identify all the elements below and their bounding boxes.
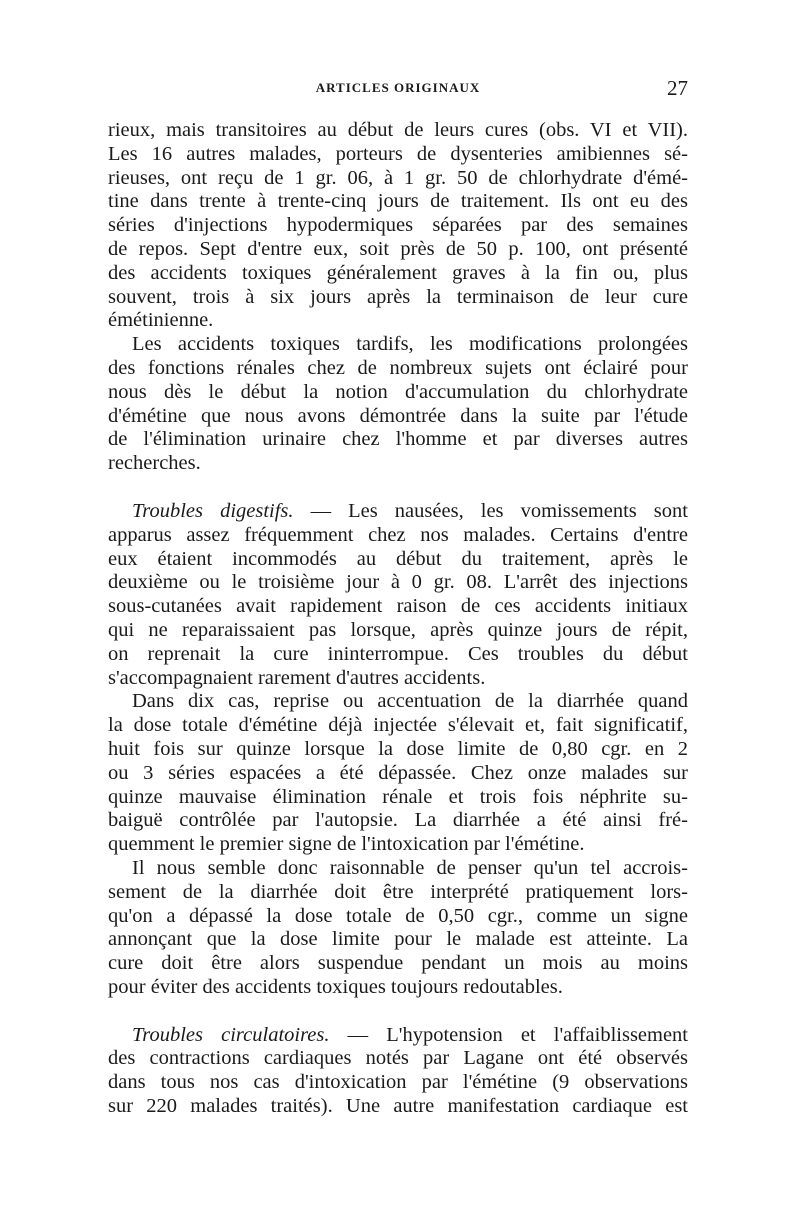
text-line: sous-cutanées avait rapidement raison de ces accidents initiaux	[108, 595, 688, 618]
text-line: dans tous nos cas d'intoxication par l'émétine (9 observations	[108, 1071, 688, 1094]
text-line: eux étaient incommodés au début du traitement, après le	[108, 547, 688, 570]
text-line: des accidents toxiques généralement graves à la fin ou, plus	[108, 261, 688, 284]
section-first-line	[108, 500, 688, 524]
text-line: d'émétine que nous avons démontrée dans la suite par l'étude	[108, 404, 688, 427]
text-line: des fonctions rénales chez de nombreux sujets ont éclairé pour	[108, 356, 688, 379]
text-line: Les accidents toxiques tardifs, les modifications prolongées	[132, 333, 688, 356]
paragraph	[108, 333, 688, 476]
body-text	[108, 119, 688, 1119]
text-line: nous dès le début la notion d'accumulation du chlorhydrate	[108, 380, 688, 403]
section-circulatory	[108, 1024, 688, 1119]
paragraph	[108, 857, 688, 1000]
text-line: de l'élimination urinaire chez l'homme et par diverses autres	[108, 428, 688, 451]
text-line: qu'on a dépassé la dose totale de 0,50 cgr., comme un signe	[108, 904, 688, 927]
text-line: émétinienne.	[108, 309, 214, 332]
paragraph	[108, 119, 688, 333]
text-line: huit fois sur quinze lorsque la dose limite de 0,80 cgr. en 2	[108, 737, 688, 760]
text-line: de repos. Sept d'entre eux, soit près de 50 p. 100, ont présenté	[108, 237, 688, 260]
text-line: Il nous semble donc raisonnable de penser qu'un tel accrois-	[132, 856, 688, 879]
section-first-line-text: — L'hypotension et l'affaiblissement	[329, 1023, 689, 1046]
text-line: Les 16 autres malades, porteurs de dysenteries amibiennes sé-	[108, 142, 688, 165]
text-line: pour éviter des accidents toxiques toujours redoutables.	[108, 975, 563, 998]
text-line: des contractions cardiaques notés par Lagane ont été observés	[108, 1047, 688, 1070]
text-line: apparus assez fréquemment chez nos malades. Certains d'entre	[108, 523, 688, 546]
section-first-line	[108, 1024, 688, 1048]
text-line: qui ne reparaissaient pas lorsque, après quinze jours de répit,	[108, 618, 688, 641]
text-line: tine dans trente à trente-cinq jours de traitement. Ils ont eu des	[108, 190, 688, 213]
text-line: souvent, trois à six jours après la terminaison de leur cure	[108, 285, 688, 308]
section-title: Troubles digestifs.	[132, 499, 294, 522]
text-line: séries d'injections hypodermiques séparées par des semaines	[108, 214, 688, 237]
section-digestive	[108, 500, 688, 690]
text-line: baiguë contrôlée par l'autopsie. La diarrhée a été ainsi fré-	[108, 809, 688, 832]
text-line: Dans dix cas, reprise ou accentuation de la diarrhée quand	[132, 690, 688, 713]
text-line: deuxième ou le troisième jour à 0 gr. 08. L'arrêt des injections	[108, 571, 688, 594]
text-line: s'accompagnaient rarement d'autres accidents.	[108, 666, 486, 689]
text-line: quemment le premier signe de l'intoxication par l'émétine.	[108, 833, 585, 856]
text-line: recherches.	[108, 452, 201, 475]
text-line: la dose totale d'émétine déjà injectée s'élevait et, fait significatif,	[108, 714, 688, 737]
text-line: ou 3 séries espacées a été dépassée. Chez onze malades sur	[108, 761, 688, 784]
text-line: on reprenait la cure ininterrompue. Ces troubles du début	[108, 642, 688, 665]
text-line: sur 220 malades traités). Une autre manifestation cardiaque est	[108, 1095, 688, 1118]
text-line: sement de la diarrhée doit être interprété pratiquement lors-	[108, 880, 688, 903]
section-first-line-text: — Les nausées, les vomissements sont	[293, 499, 688, 522]
running-title: ARTICLES ORIGINAUX	[315, 80, 481, 95]
section-gap	[108, 1000, 688, 1024]
text-line: quinze mauvaise élimination rénale et trois fois néphrite su-	[108, 785, 688, 808]
text-line: annonçant que la dose limite pour le malade est atteinte. La	[108, 928, 688, 951]
section-title: Troubles circulatoires.	[132, 1023, 330, 1046]
running-head	[108, 78, 688, 100]
text-line: rieux, mais transitoires au début de leurs cures (obs. VI et VII).	[108, 119, 688, 141]
text-line: cure doit être alors suspendue pendant un mois au moins	[108, 952, 688, 975]
section-gap	[108, 476, 688, 500]
text-line: rieuses, ont reçu de 1 gr. 06, à 1 gr. 50 de chlorhydrate d'émé-	[108, 166, 688, 189]
page-number: 27	[667, 76, 688, 100]
paragraph	[108, 690, 688, 857]
